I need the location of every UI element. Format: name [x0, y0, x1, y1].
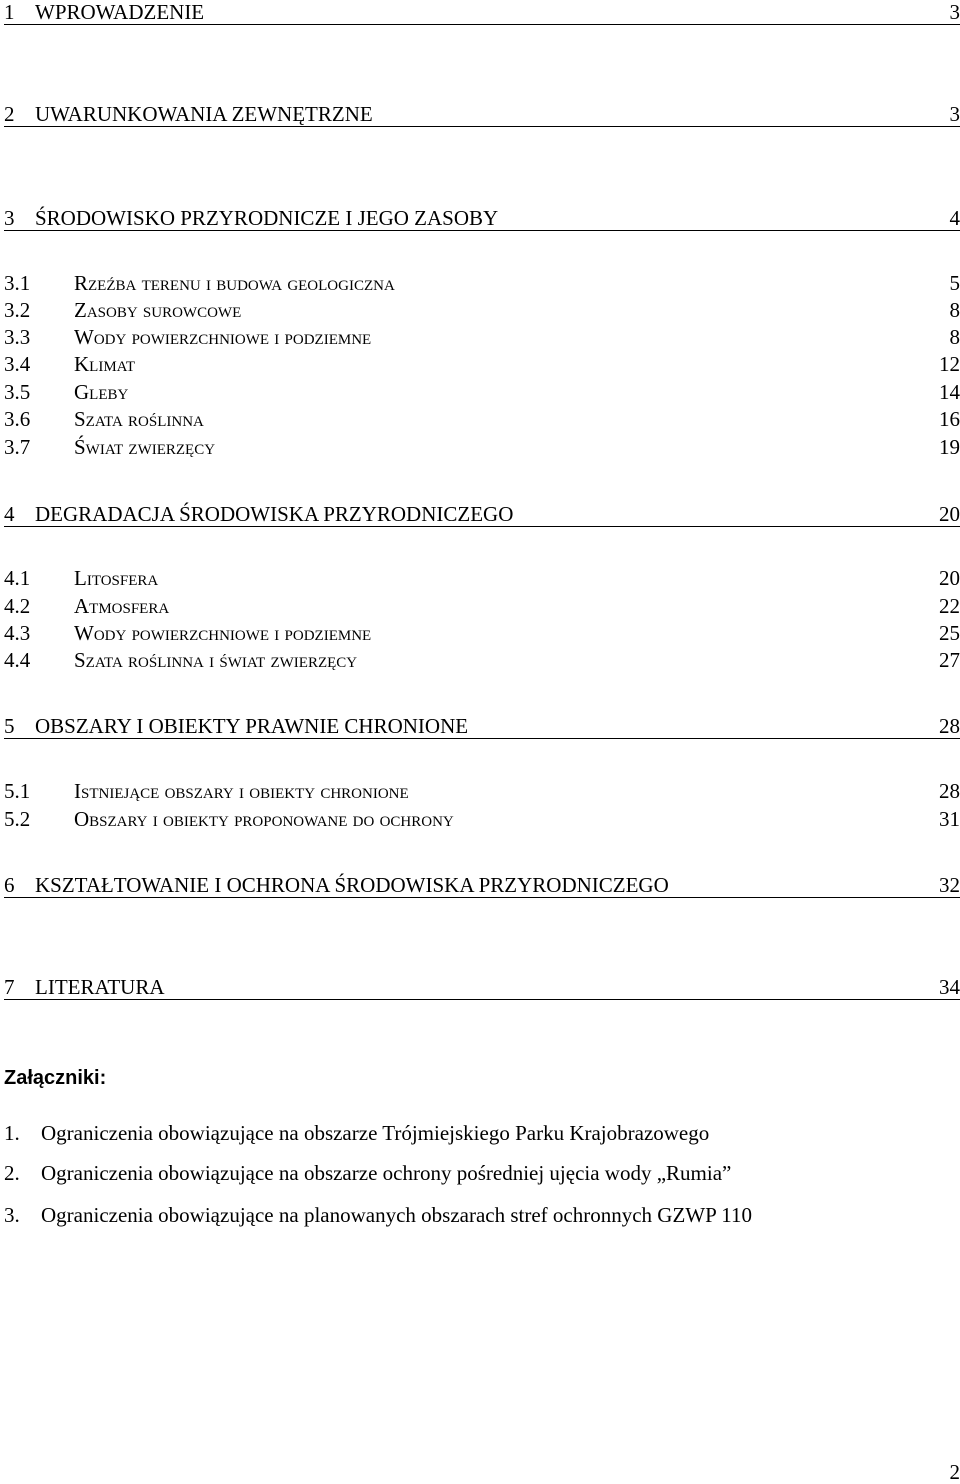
toc-entry-3-1[interactable] — [4, 271, 960, 295]
toc-number: 7 — [4, 975, 15, 999]
toc-number: 4.3 — [4, 621, 30, 645]
toc-page-number: 19 — [939, 435, 960, 459]
toc-entry-4-3[interactable] — [4, 621, 960, 645]
toc-page-number: 5 — [950, 271, 960, 295]
toc-title: Litosfera — [74, 566, 158, 590]
toc-number: 3.4 — [4, 352, 30, 376]
toc-page-number: 8 — [950, 298, 960, 322]
attachment-text: Ograniczenia obowiązujące na planowanych obszarach stref ochronnych GZWP 110 — [41, 1203, 752, 1227]
toc-entry-5-1[interactable] — [4, 779, 960, 803]
toc-title: Szata roślinna i świat zwierzęcy — [74, 648, 357, 672]
toc-number: 4.1 — [4, 566, 30, 590]
page-number: 2 — [950, 1462, 960, 1482]
toc-page-number: 22 — [939, 594, 960, 618]
toc-page-number: 20 — [939, 502, 960, 526]
toc-entry-5[interactable] — [4, 714, 960, 739]
toc-title: Szata roślinna — [74, 407, 204, 431]
toc-title: Atmosfera — [74, 594, 169, 618]
toc-title: UWARUNKOWANIA ZEWNĘTRZNE — [35, 102, 373, 126]
toc-title: Klimat — [74, 352, 135, 376]
toc-entry-4-1[interactable] — [4, 566, 960, 590]
toc-entry-3-5[interactable] — [4, 380, 960, 404]
toc-page-number: 28 — [939, 714, 960, 738]
toc-number: 1 — [4, 0, 15, 24]
toc-number: 3.2 — [4, 298, 30, 322]
toc-title: Gleby — [74, 380, 128, 404]
attachment-number: 2. — [4, 1161, 20, 1185]
toc-page-number: 28 — [939, 779, 960, 803]
toc-number: 3 — [4, 206, 15, 230]
attachment-number: 3. — [4, 1203, 20, 1227]
toc-title: Wody powierzchniowe i podziemne — [74, 325, 371, 349]
toc-number: 6 — [4, 873, 15, 897]
toc-page-number: 3 — [950, 102, 960, 126]
toc-number: 4 — [4, 502, 15, 526]
toc-title: KSZTAŁTOWANIE I OCHRONA ŚRODOWISKA PRZYRODNICZEGO — [35, 873, 669, 897]
toc-page-number: 27 — [939, 648, 960, 672]
toc-entry-3-4[interactable] — [4, 352, 960, 376]
toc-title: Istniejące obszary i obiekty chronione — [74, 779, 409, 803]
toc-title: Wody powierzchniowe i podziemne — [74, 621, 371, 645]
toc-number: 3.7 — [4, 435, 30, 459]
toc-page-number: 4 — [950, 206, 960, 230]
toc-entry-3-3[interactable] — [4, 325, 960, 349]
attachment-text: Ograniczenia obowiązujące na obszarze ochrony pośredniej ujęcia wody „Rumia” — [41, 1161, 731, 1185]
toc-entry-3-2[interactable] — [4, 298, 960, 322]
toc-number: 2 — [4, 102, 15, 126]
toc-page-number: 14 — [939, 380, 960, 404]
toc-page-number: 25 — [939, 621, 960, 645]
attachment-text: Ograniczenia obowiązujące na obszarze Trójmiejskiego Parku Krajobrazowego — [41, 1121, 709, 1145]
toc-entry-4-4[interactable] — [4, 648, 960, 672]
toc-page-number: 31 — [939, 807, 960, 831]
toc-title: Zasoby surowcowe — [74, 298, 241, 322]
attachments-heading: Załączniki: — [4, 1066, 106, 1090]
toc-entry-4[interactable] — [4, 502, 960, 527]
toc-number: 3.1 — [4, 271, 30, 295]
toc-entry-6[interactable] — [4, 873, 960, 898]
toc-entry-4-2[interactable] — [4, 594, 960, 618]
toc-title: Obszary i obiekty proponowane do ochrony — [74, 807, 454, 831]
toc-number: 3.6 — [4, 407, 30, 431]
toc-number: 5.1 — [4, 779, 30, 803]
toc-page-number: 16 — [939, 407, 960, 431]
toc-page-number: 12 — [939, 352, 960, 376]
toc-entry-7[interactable] — [4, 975, 960, 1000]
toc-entry-1[interactable] — [4, 0, 960, 25]
toc-page-number: 32 — [939, 873, 960, 897]
attachment-number: 1. — [4, 1121, 20, 1145]
toc-number: 3.3 — [4, 325, 30, 349]
toc-title: OBSZARY I OBIEKTY PRAWNIE CHRONIONE — [35, 714, 468, 738]
toc-title: WPROWADZENIE — [35, 0, 204, 24]
toc-number: 3.5 — [4, 380, 30, 404]
toc-number: 5 — [4, 714, 15, 738]
toc-number: 5.2 — [4, 807, 30, 831]
toc-entry-3-6[interactable] — [4, 407, 960, 431]
toc-page-number: 3 — [950, 0, 960, 24]
toc-page-number: 8 — [950, 325, 960, 349]
toc-title: ŚRODOWISKO PRZYRODNICZE I JEGO ZASOBY — [35, 206, 498, 230]
toc-title: LITERATURA — [35, 975, 165, 999]
toc-number: 4.2 — [4, 594, 30, 618]
toc-title: DEGRADACJA ŚRODOWISKA PRZYRODNICZEGO — [35, 502, 513, 526]
toc-number: 4.4 — [4, 648, 30, 672]
toc-entry-3[interactable] — [4, 206, 960, 231]
toc-title: Rzeźba terenu i budowa geologiczna — [74, 271, 395, 295]
toc-page-number: 20 — [939, 566, 960, 590]
toc-title: Świat zwierzęcy — [74, 435, 215, 459]
toc-entry-3-7[interactable] — [4, 435, 960, 459]
toc-page-number: 34 — [939, 975, 960, 999]
toc-entry-2[interactable] — [4, 102, 960, 127]
toc-entry-5-2[interactable] — [4, 807, 960, 831]
